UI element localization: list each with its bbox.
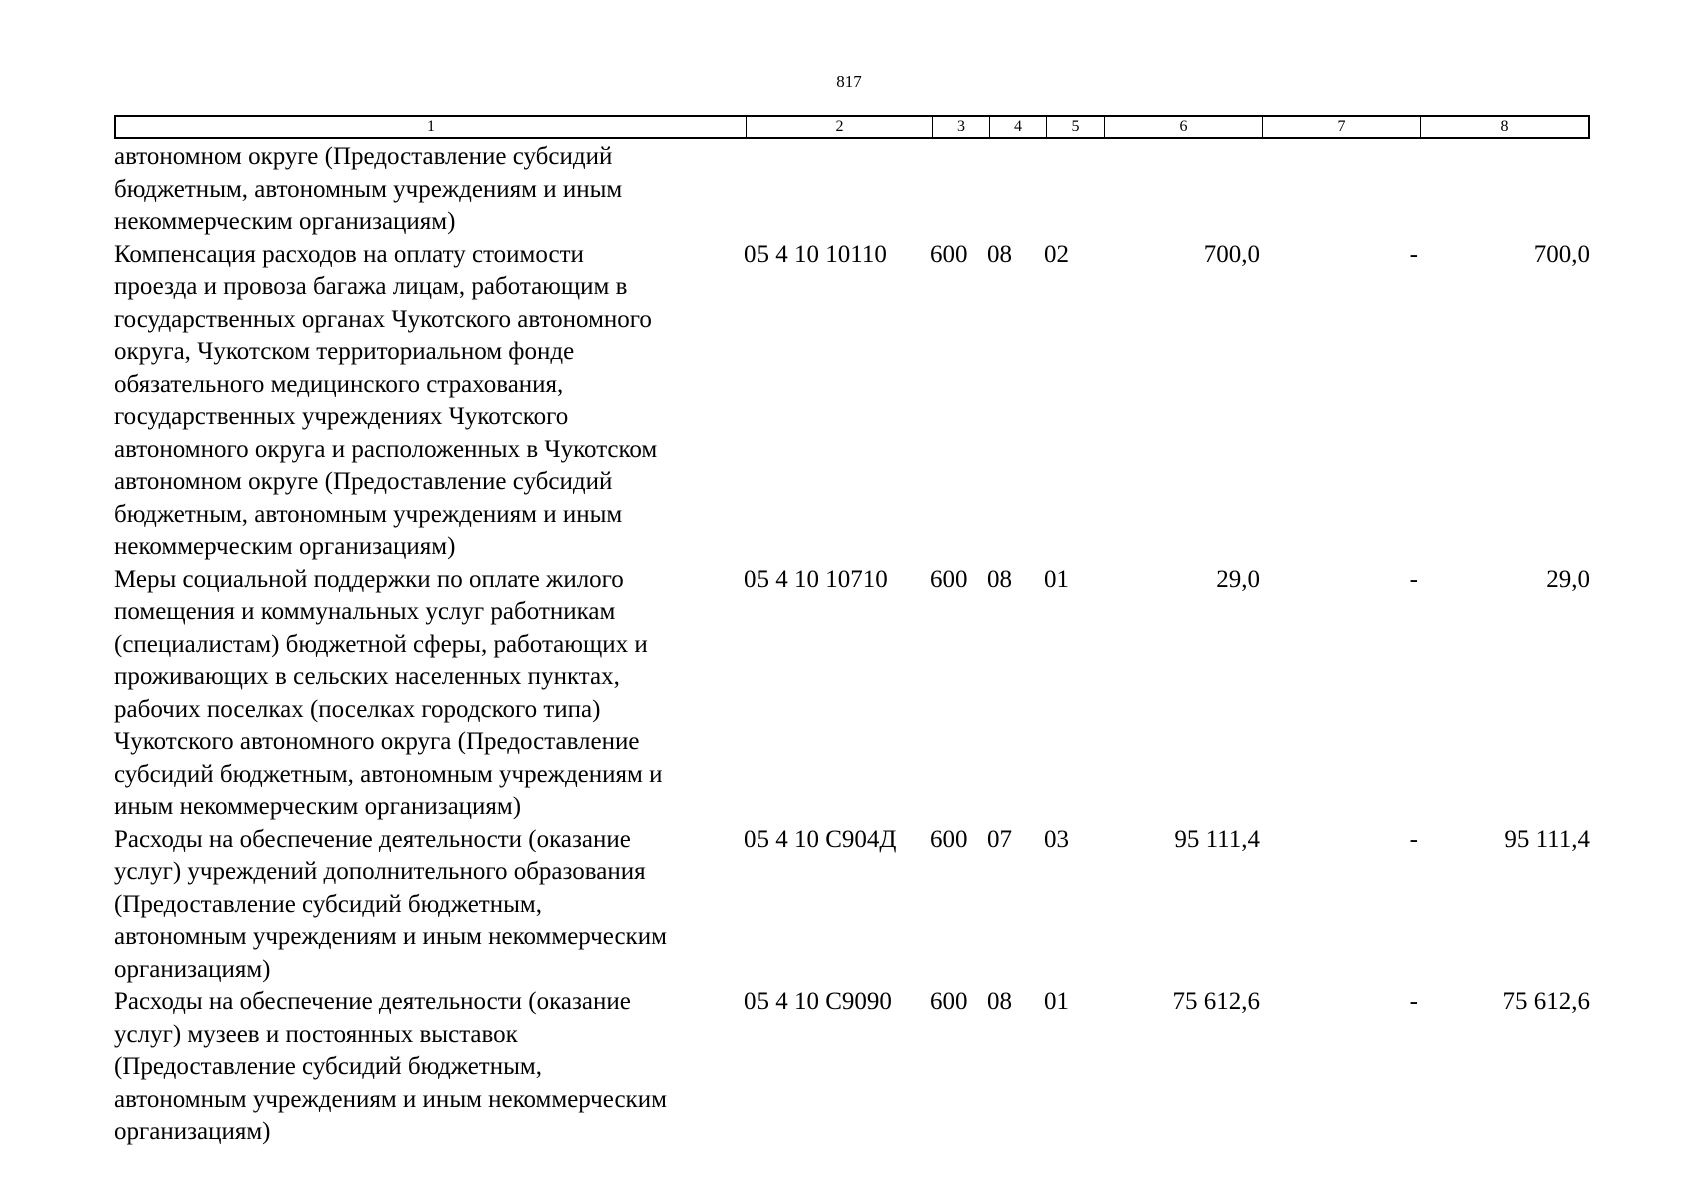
- row-sum-8: 95 111,4: [1504, 825, 1590, 853]
- row-rz: 08: [987, 240, 1012, 268]
- row-pr: 01: [1044, 988, 1069, 1015]
- row-code: 05 4 10 С9090: [744, 988, 892, 1015]
- row-rz: 08: [987, 565, 1012, 593]
- row-sum-6: 95 111,4: [1174, 825, 1260, 853]
- description-line: рабочих поселках (поселках городского типа): [114, 695, 601, 723]
- column-header-3: 3: [932, 117, 989, 137]
- description-line: автономным учреждениям и иным некоммерческим: [114, 923, 667, 950]
- description-line: (Предоставление субсидий бюджетным,: [114, 1053, 542, 1080]
- row-description: [114, 824, 744, 987]
- row-sum-6: 75 612,6: [1172, 988, 1260, 1015]
- row-description: [114, 239, 744, 564]
- column-header-6: 6: [1104, 117, 1262, 137]
- row-sum-7: -: [1409, 565, 1418, 593]
- row-sum-8: 700,0: [1533, 240, 1590, 268]
- row-code: 05 4 10 С904Д: [744, 825, 897, 853]
- row-description: [114, 564, 744, 824]
- description-line: государственных учреждениях Чукотского: [114, 403, 569, 430]
- description-line: автономным учреждениям и иным некоммерческим: [114, 1085, 667, 1113]
- description-line: бюджетным, автономным учреждениям и иным: [114, 500, 623, 528]
- description-line: государственных органах Чукотского автономного: [114, 305, 652, 333]
- table-row: [114, 986, 1590, 1149]
- row-vr: 600: [930, 988, 968, 1015]
- table-row: [114, 239, 1590, 564]
- table-row: [114, 141, 1590, 239]
- table-header: [114, 115, 1590, 139]
- row-code: 05 4 10 10710: [744, 565, 888, 593]
- description-line: обязательного медицинского страхования,: [114, 370, 564, 398]
- description-line: (Предоставление субсидий бюджетным,: [114, 890, 542, 918]
- row-rz: 08: [987, 988, 1012, 1015]
- row-vr: 600: [930, 240, 968, 268]
- row-vr: 600: [930, 825, 968, 853]
- row-sum-7: -: [1409, 988, 1418, 1015]
- description-line: Расходы на обеспечение деятельности (оказание: [114, 825, 631, 853]
- description-line: Расходы на обеспечение деятельности (оказание: [114, 988, 631, 1015]
- page-number: 817: [836, 72, 862, 91]
- row-sum-8: 29,0: [1546, 565, 1590, 593]
- description-line: проживающих в сельских населенных пунктах,: [114, 663, 620, 690]
- description-line: Компенсация расходов на оплату стоимости: [114, 240, 584, 268]
- table-body: [114, 141, 1590, 1149]
- row-pr: 01: [1044, 565, 1069, 593]
- description-line: услуг) музеев и постоянных выставок: [114, 1020, 518, 1048]
- description-line: округа, Чукотском территориальном фонде: [114, 338, 575, 365]
- description-line: некоммерческим организациям): [114, 208, 456, 235]
- table-row: [114, 824, 1590, 987]
- row-sum-6: 29,0: [1216, 565, 1260, 593]
- description-line: организациям): [114, 1118, 271, 1145]
- description-line: субсидий бюджетным, автономным учреждениям и: [114, 760, 663, 788]
- row-pr: 02: [1044, 240, 1069, 268]
- column-header-2: 2: [746, 117, 932, 137]
- row-sum-7: -: [1409, 240, 1418, 268]
- row-sum-6: 700,0: [1203, 240, 1260, 268]
- row-vr: 600: [930, 565, 968, 593]
- column-header-7: 7: [1262, 117, 1420, 137]
- row-code: 05 4 10 10110: [744, 240, 887, 268]
- description-line: (специалистам) бюджетной сферы, работающих и: [114, 630, 648, 658]
- description-line: автономного округа и расположенных в Чукотском: [114, 435, 658, 463]
- description-line: бюджетным, автономным учреждениям и иным: [114, 175, 623, 203]
- description-line: организациям): [114, 955, 271, 983]
- description-line: помещения и коммунальных услуг работникам: [114, 598, 616, 625]
- description-line: проезда и провоза багажа лицам, работающим в: [114, 273, 628, 300]
- description-line: автономном округе (Предоставление субсидий: [114, 468, 613, 495]
- description-line: автономном округе (Предоставление субсидий: [114, 143, 613, 170]
- column-header-4: 4: [989, 117, 1046, 137]
- row-sum-8: 75 612,6: [1502, 988, 1590, 1015]
- description-line: Чукотского автономного округа (Предоставление: [114, 728, 640, 755]
- table-row: [114, 564, 1590, 824]
- description-line: услуг) учреждений дополнительного образования: [114, 858, 646, 885]
- column-header-8: 8: [1420, 117, 1588, 137]
- description-line: некоммерческим организациям): [114, 533, 456, 560]
- row-sum-7: -: [1409, 825, 1418, 853]
- row-pr: 03: [1044, 825, 1069, 853]
- column-header-5: 5: [1046, 117, 1104, 137]
- row-description: [114, 141, 744, 239]
- row-rz: 07: [987, 825, 1012, 853]
- row-description: [114, 986, 744, 1149]
- column-header-1: 1: [427, 118, 435, 135]
- description-line: иным некоммерческим организациям): [114, 793, 522, 820]
- description-line: Меры социальной поддержки по оплате жилого: [114, 565, 624, 593]
